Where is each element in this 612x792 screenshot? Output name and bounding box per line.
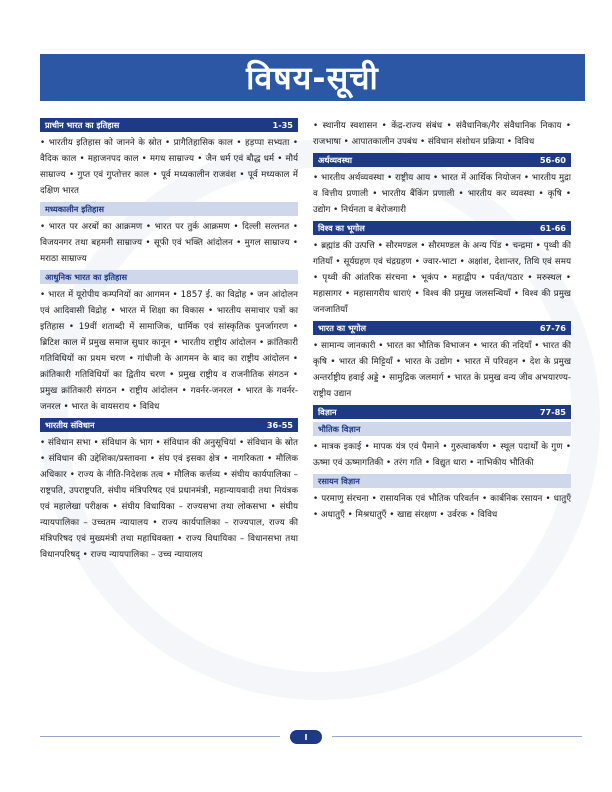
section-heading xyxy=(313,474,571,488)
section-topics-text: • ब्रह्मांड की उत्पत्ति • सौरमण्डल • सौरमण्डल के अन्य पिंड • चन्द्रमा • पृथ्वी की गतियाँ • सूर्यग्रहण एवं चंद्रग्रहण • ज्वार-भाटा • अक्षांश, देशान्तर, तिथि एवं समय • पृथ्वी की आंतरिक संरचना • भूकंप • महाद्वीप • पर्वत/पठार • मरुस्थल • महासागर • महासागरीय धाराएं • विश्व की प्रमुख जलसन्धियाँ • विश्व की प्रमुख जनजातियाँ xyxy=(313,241,571,315)
section-heading xyxy=(40,118,298,132)
page-title: विषय-सूची xyxy=(246,59,379,97)
section-topics-text: • भारत में यूरोपीय कम्पनियों का आगमन • 1857 ई. का विद्रोह • जन आंदोलन एवं आदिवासी विद्रोह • भारत में शिक्षा का विकास • भारतीय समाचार पत्रों का इतिहास • 19वीं शताब्दी में सामाजिक, धार्मिक एवं सांस्कृतिक पुनर्जागरण • ब्रिटिश काल में प्रमुख समाज सुधार कानून • भारतीय राष्ट्रीय आंदोलन • क्रांतिकारी गतिविधियों का प्रथम चरण • गांधीजी के आगमन के बाद का राष्ट्रीय आंदोलन • क्रांतिकारी गतिविधियों का द्वितीय चरण • प्रमुख राष्ट्रीय व राजनीतिक संगठन • प्रमुख क्रांतिकारी संगठन • राष्ट्रीय आंदोलन • गवर्नर-जनरल • भारत के गवर्नर-जनरल • भारत के वायसराय • विविध xyxy=(40,290,298,412)
section-heading xyxy=(313,321,571,335)
section-title: अर्थव्यवस्था xyxy=(318,154,352,165)
section-pages: 61-66 xyxy=(539,223,566,233)
footer-rule-right xyxy=(332,736,582,737)
title-banner xyxy=(40,54,585,101)
section-heading xyxy=(313,405,571,419)
section-topics-text: • स्थानीय स्वशासन • केंद्र-राज्य संबंध • संवैधानिक/गैर संवैधानिक निकाय • राजभाषा • आपातकालीन उपबंध • संविधान संशोधन प्रक्रिया • विविध xyxy=(313,121,571,147)
section-pages: 1-35 xyxy=(272,120,293,130)
section-topics xyxy=(40,435,298,563)
section-heading xyxy=(313,153,571,167)
section-pages: 36-55 xyxy=(266,420,293,430)
section-topics xyxy=(40,219,298,267)
section-pages: 56-60 xyxy=(539,155,566,165)
section-title: भारत का भूगोल xyxy=(318,322,367,333)
section-title: विज्ञान xyxy=(318,406,337,417)
page-number: I xyxy=(290,730,322,744)
section-topics xyxy=(313,118,571,150)
section-topics xyxy=(40,287,298,415)
section-topics xyxy=(313,170,571,218)
section-topics-text: • भारतीय इतिहास को जानने के स्रोत • प्रागैतिहासिक काल • हड़प्पा सभ्यता • वैदिक काल • महाजनपद काल • मगध साम्राज्य • जैन धर्म एवं बौद्ध धर्म • मौर्य साम्राज्य • गुप्त एवं गुप्तोत्तर काल • पूर्व मध्यकालीन राजवंश • पूर्व मध्यकाल में दक्षिण भारत xyxy=(40,138,298,196)
section-topics-text: • भारत पर अरबों का आक्रमण • भारत पर तुर्क आक्रमण • दिल्ली सल्तनत • विजयनगर तथा बहमनी साम्राज्य • सूफी एवं भक्ति आंदोलन • मुगल साम्राज्य • मराठा साम्राज्य xyxy=(40,222,298,264)
section-topics xyxy=(40,135,298,199)
section-pages: 67-76 xyxy=(539,323,566,333)
section-topics-text: • भारतीय अर्थव्यवस्था • राष्ट्रीय आय • भारत में आर्थिक नियोजन • भारतीय मुद्रा व वित्तीय प्रणाली • भारतीय बैंकिंग प्रणाली • भारतीय कर व्यवस्था • कृषि • उद्योग • निर्धनता व बेरोजगारी xyxy=(313,173,571,215)
section-title: विश्व का भूगोल xyxy=(318,222,365,233)
section-topics xyxy=(313,238,571,318)
section-topics xyxy=(313,338,571,402)
section-pages: 77-85 xyxy=(539,407,566,417)
section-heading xyxy=(313,221,571,235)
section-title: भारतीय संविधान xyxy=(45,419,95,430)
section-title: प्राचीन भारत का इतिहास xyxy=(45,119,120,130)
section-title: रसायन विज्ञान xyxy=(318,475,360,486)
section-heading xyxy=(40,418,298,432)
right-column xyxy=(313,118,571,526)
section-title: आधुनिक भारत का इतिहास xyxy=(45,271,128,282)
section-heading xyxy=(313,422,571,436)
section-topics xyxy=(313,491,571,523)
section-topics-text: • सामान्य जानकारी • भारत का भौतिक विभाजन • भारत की नदियाँ • भारत की कृषि • भारत की मिट्टियाँ • भारत के उद्योग • भारत में परिवहन • देश के प्रमुख अन्तर्राष्ट्रीय हवाई अड्डे • सामुद्रिक जलमार्ग • भारत के प्रमुख वन्य जीव अभयारण्य-राष्ट्रीय उद्यान xyxy=(313,341,571,399)
left-column xyxy=(40,118,298,566)
section-topics-text: • मात्रक इकाई • मापक यंत्र एवं पैमाने • गुरुत्वाकर्षण • स्थूल पदार्थों के गुण • ऊष्मा एवं ऊष्मागतिकी • तरंग गति • विद्युत धारा • नाभिकीय भौतिकी xyxy=(313,442,571,468)
section-heading xyxy=(40,202,298,216)
section-topics-text: • संविधान सभा • संविधान के भाग • संविधान की अनुसूचियां • संविधान के स्रोत • संविधान की उद्देशिका/प्रस्तावना • संघ एवं इसका क्षेत्र • नागरिकता • मौलिक अधिकार • राज्य के नीति-निदेशक तत्व • मौलिक कर्त्तव्य • संघीय कार्यपालिका – राष्ट्रपति, उपराष्ट्रपति, संघीय मंत्रिपरिषद एवं प्रधानमंत्री, महान्यायवादी तथा नियंत्रक एवं महालेखा परीक्षक • संघीय विधायिका – राज्यसभा तथा लोकसभा • संघीय न्यायपालिका – उच्चतम न्यायालय • राज्य कार्यपालिका – राज्यपाल, राज्य की मंत्रिपरिषद एवं मुख्यमंत्री तथा महाधिवक्ता • राज्य विधायिका – विधानसभा तथा विधानपरिषद् • राज्य न्यायपालिका – उच्च न्यायालय xyxy=(40,438,298,560)
section-heading xyxy=(40,270,298,284)
footer-rule-left xyxy=(40,736,280,737)
section-title: मध्यकालीन इतिहास xyxy=(45,203,105,214)
section-title: भौतिक विज्ञान xyxy=(318,423,361,434)
section-topics-text: • परमाणु संरचना • रासायनिक एवं भौतिक परिवर्तन • कार्बनिक रसायन • धातुएँ • अधातुएँ • मिश्रधातुएँ • खाद्य संरक्षण • उर्वरक • विविध xyxy=(313,494,571,520)
section-topics xyxy=(313,439,571,471)
